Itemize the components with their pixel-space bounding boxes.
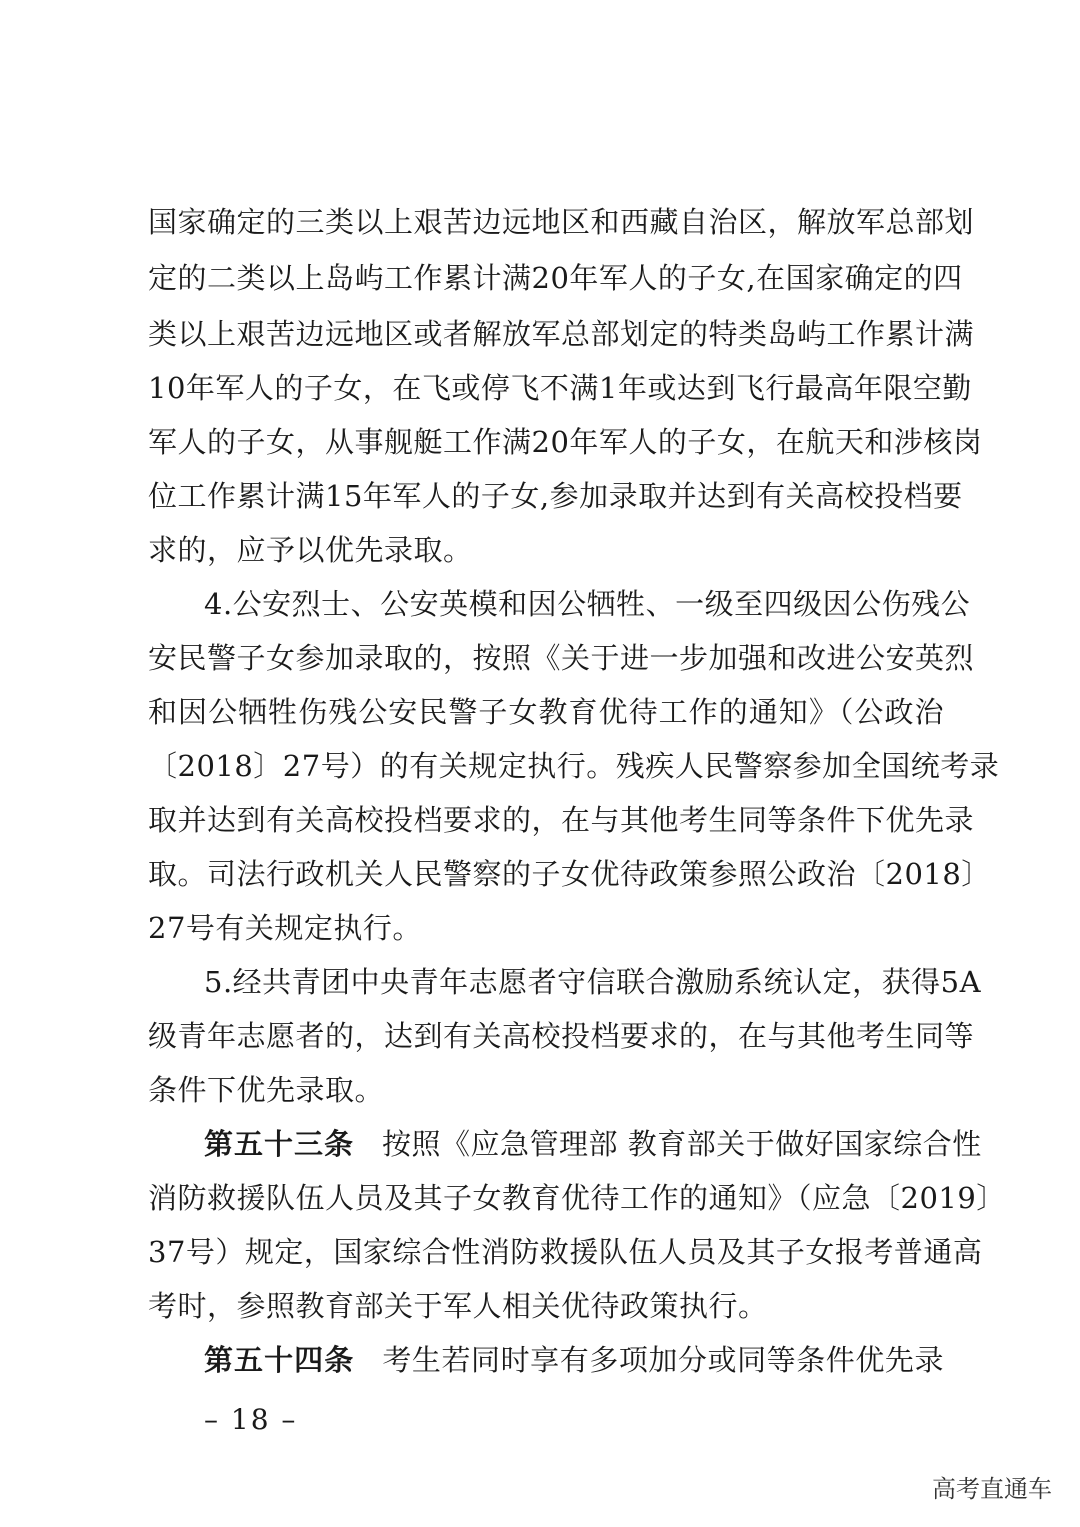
paragraph-line: 条件下优先录取。 — [148, 1073, 385, 1107]
paragraph-line: 消防救援队伍人员及其子女教育优待工作的通知》（应急〔2019〕 — [148, 1181, 1006, 1215]
paragraph-line: 定的二类以上岛屿工作累计满20年军人的子女,在国家确定的四 — [148, 261, 963, 295]
paragraph-line: 安民警子女参加录取的，按照《关于进一步加强和改进公安英烈 — [148, 641, 975, 675]
paragraph-line: 国家确定的三类以上艰苦边远地区和西藏自治区，解放军总部划 — [148, 205, 975, 239]
article-text: 考生若同时享有多项加分或同等条件优先录 — [382, 1343, 944, 1377]
article-line — [204, 1332, 944, 1388]
paragraph-line: 10年军人的子女，在飞或停飞不满1年或达到飞行最高年限空勤 — [148, 371, 972, 405]
paragraph-line: 求的，应予以优先录取。 — [148, 533, 473, 567]
paragraph-line: 37号）规定，国家综合性消防救援队伍人员及其子女报考普通高 — [148, 1235, 983, 1269]
paragraph-line: 级青年志愿者的，达到有关高校投档要求的，在与其他考生同等 — [148, 1019, 975, 1053]
paragraph-line: 5.经共青团中央青年志愿者守信联合激励系统认定，获得5A — [204, 965, 982, 999]
paragraph-line: 27号有关规定执行。 — [148, 911, 422, 945]
page-number: – 18 – — [204, 1403, 298, 1436]
paragraph-line: 取并达到有关高校投档要求的，在与其他考生同等条件下优先录 — [148, 803, 975, 837]
paragraph-line: 和因公牺牲伤残公安民警子女教育优待工作的通知》（公政治 — [148, 695, 944, 729]
paragraph-line: 取。司法行政机关人民警察的子女优待政策参照公政治〔2018〕 — [148, 857, 991, 891]
article-text: 按照《应急管理部 教育部关于做好国家综合性 — [382, 1127, 982, 1161]
paragraph-line: 位工作累计满15年军人的子女,参加录取并达到有关高校投档要 — [148, 479, 963, 513]
watermark-label: 高考直通车 — [932, 1475, 1052, 1503]
article-heading: 第五十三条 — [204, 1127, 355, 1161]
article-line — [204, 1116, 982, 1172]
article-heading: 第五十四条 — [204, 1343, 355, 1377]
paragraph-line: 类以上艰苦边远地区或者解放军总部划定的特类岛屿工作累计满 — [148, 317, 975, 351]
paragraph-line: 军人的子女，从事舰艇工作满20年军人的子女，在航天和涉核岗 — [148, 425, 983, 459]
paragraph-line: 〔2018〕27号）的有关规定执行。残疾人民警察参加全国统考录 — [148, 749, 1000, 783]
paragraph-line: 考时，参照教育部关于军人相关优待政策执行。 — [148, 1289, 768, 1323]
paragraph-line: 4.公安烈士、公安英模和因公牺牲、一级至四级因公伤残公 — [204, 587, 971, 621]
